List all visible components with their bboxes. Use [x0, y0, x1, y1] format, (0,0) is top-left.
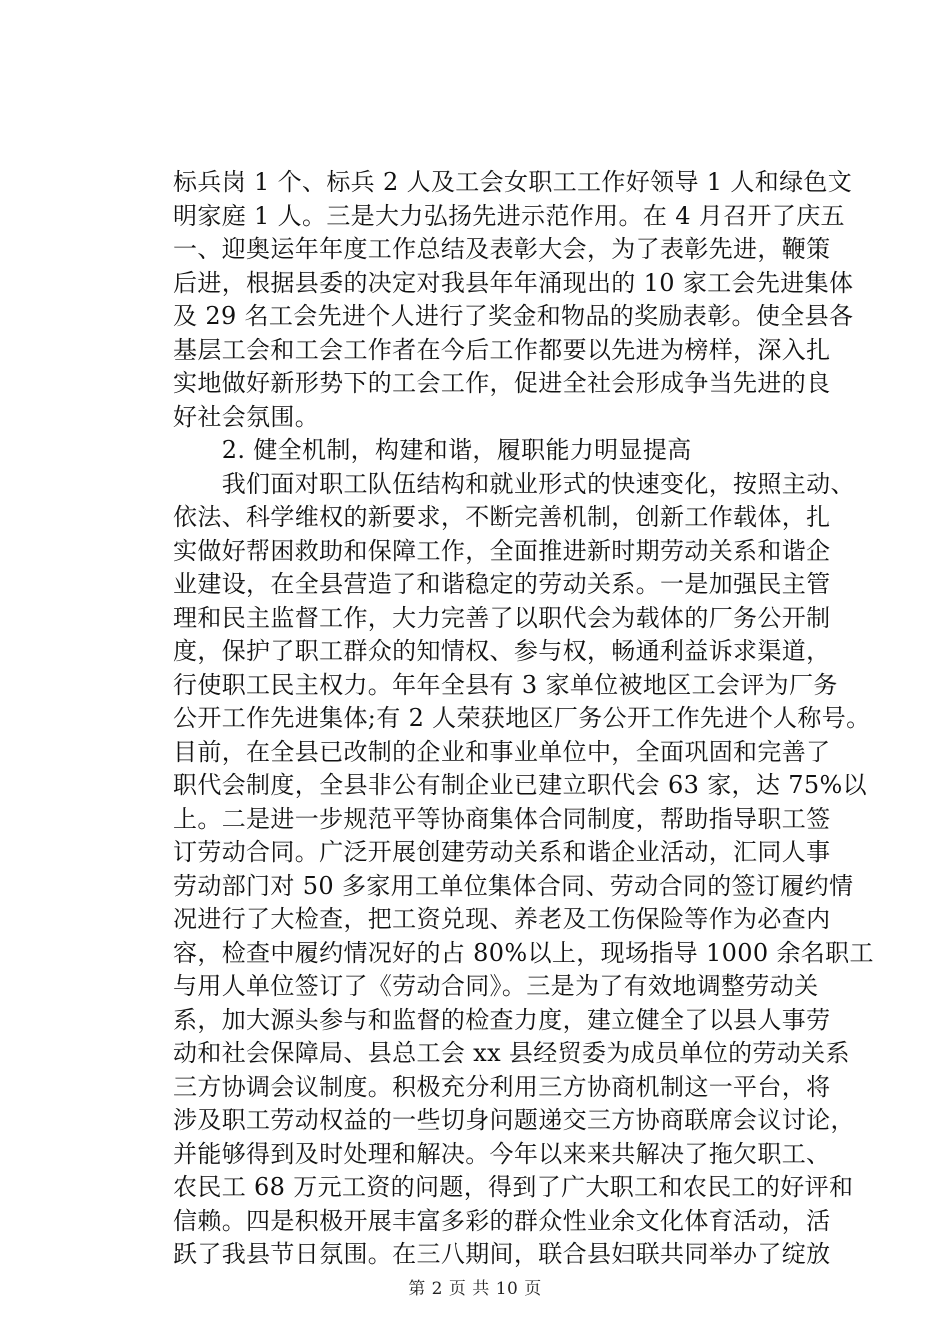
text-line: 一、迎奥运年年度工作总结及表彰大会，为了表彰先进，鞭策	[173, 235, 831, 263]
text-line: 涉及职工劳动权益的一些切身问题递交三方协商联席会议讨论，	[173, 1106, 855, 1134]
text-line: 理和民主监督工作，大力完善了以职代会为载体的厂务公开制	[173, 603, 831, 632]
text-line: 动和社会保障局、县总工会 xx 县经贸委为成员单位的劳动关系	[173, 1039, 850, 1067]
text-line: 容，检查中履约情况好的占 80%以上，现场指导 1000 余名职工	[173, 938, 874, 967]
text-line: 实做好帮困救助和保障工作，全面推进新时期劳动关系和谐企	[173, 536, 831, 565]
text-line: 劳动部门对 50 多家用工单位集体合同、劳动合同的签订履约情	[173, 871, 854, 900]
text-line: 度，保护了职工群众的知情权、参与权，畅通利益诉求渠道，	[173, 637, 831, 665]
text-line: 与用人单位签订了《劳动合同》。三是为了有效地调整劳动关	[173, 972, 819, 1000]
text-line: 公开工作先进集体;有 2 人荣获地区厂务公开工作先进个人称号。	[173, 704, 871, 732]
page-footer: 第 2 页 共 10 页	[408, 1279, 542, 1299]
text-line: 行使职工民主权力。年年全县有 3 家单位被地区工会评为厂务	[173, 670, 838, 699]
text-line: 况进行了大检查，把工资兑现、养老及工伤保险等作为必查内	[173, 905, 831, 933]
text-line: 依法、科学维权的新要求，不断完善机制，创新工作载体，扎	[173, 503, 831, 531]
text-line: 实地做好新形势下的工会工作，促进全社会形成争当先进的良	[173, 369, 831, 397]
text-line: 后进，根据县委的决定对我县年年涌现出的 10 家工会先进集体	[173, 268, 854, 297]
text-line: 上。二是进一步规范平等协商集体合同制度，帮助指导职工签	[173, 804, 831, 833]
text-line: 并能够得到及时处理和解决。今年以来来共解决了拖欠职工、	[173, 1139, 831, 1168]
section-heading: 2. 健全机制，构建和谐，履职能力明显提高	[173, 436, 692, 464]
text-line: 我们面对职工队伍结构和就业形式的快速变化，按照主动、	[173, 469, 855, 498]
text-line: 业建设，在全县营造了和谐稳定的劳动关系。一是加强民主管	[173, 570, 831, 598]
text-line: 基层工会和工会工作者在今后工作都要以先进为榜样，深入扎	[173, 335, 831, 364]
body-text	[173, 166, 874, 1272]
text-line: 目前，在全县已改制的企业和事业单位中，全面巩固和完善了	[173, 737, 831, 766]
text-line: 明家庭 1 人。三是大力弘扬先进示范作用。在 4 月召开了庆五	[173, 201, 845, 230]
text-line: 农民工 68 万元工资的问题，得到了广大职工和农民工的好评和	[173, 1173, 854, 1201]
text-line: 系，加大源头参与和监督的检查力度，建立健全了以县人事劳	[173, 1005, 831, 1034]
text-line: 三方协调会议制度。积极充分利用三方协商机制这一平台，将	[173, 1072, 831, 1101]
text-line: 标兵岗 1 个、标兵 2 人及工会女职工工作好领导 1 人和绿色文	[173, 168, 853, 196]
text-line: 职代会制度，全县非公有制企业已建立职代会 63 家，达 75%以	[173, 771, 867, 799]
text-line: 跃了我县节日氛围。在三八期间，联合县妇联共同举办了绽放	[173, 1240, 831, 1268]
text-line: 订劳动合同。广泛开展创建劳动关系和谐企业活动，汇同人事	[173, 838, 831, 866]
text-line: 及 29 名工会先进个人进行了奖金和物品的奖励表彰。使全县各	[173, 302, 854, 330]
text-line: 好社会氛围。	[173, 402, 320, 431]
text-line: 信赖。四是积极开展丰富多彩的群众性业余文化体育活动，活	[173, 1206, 831, 1235]
